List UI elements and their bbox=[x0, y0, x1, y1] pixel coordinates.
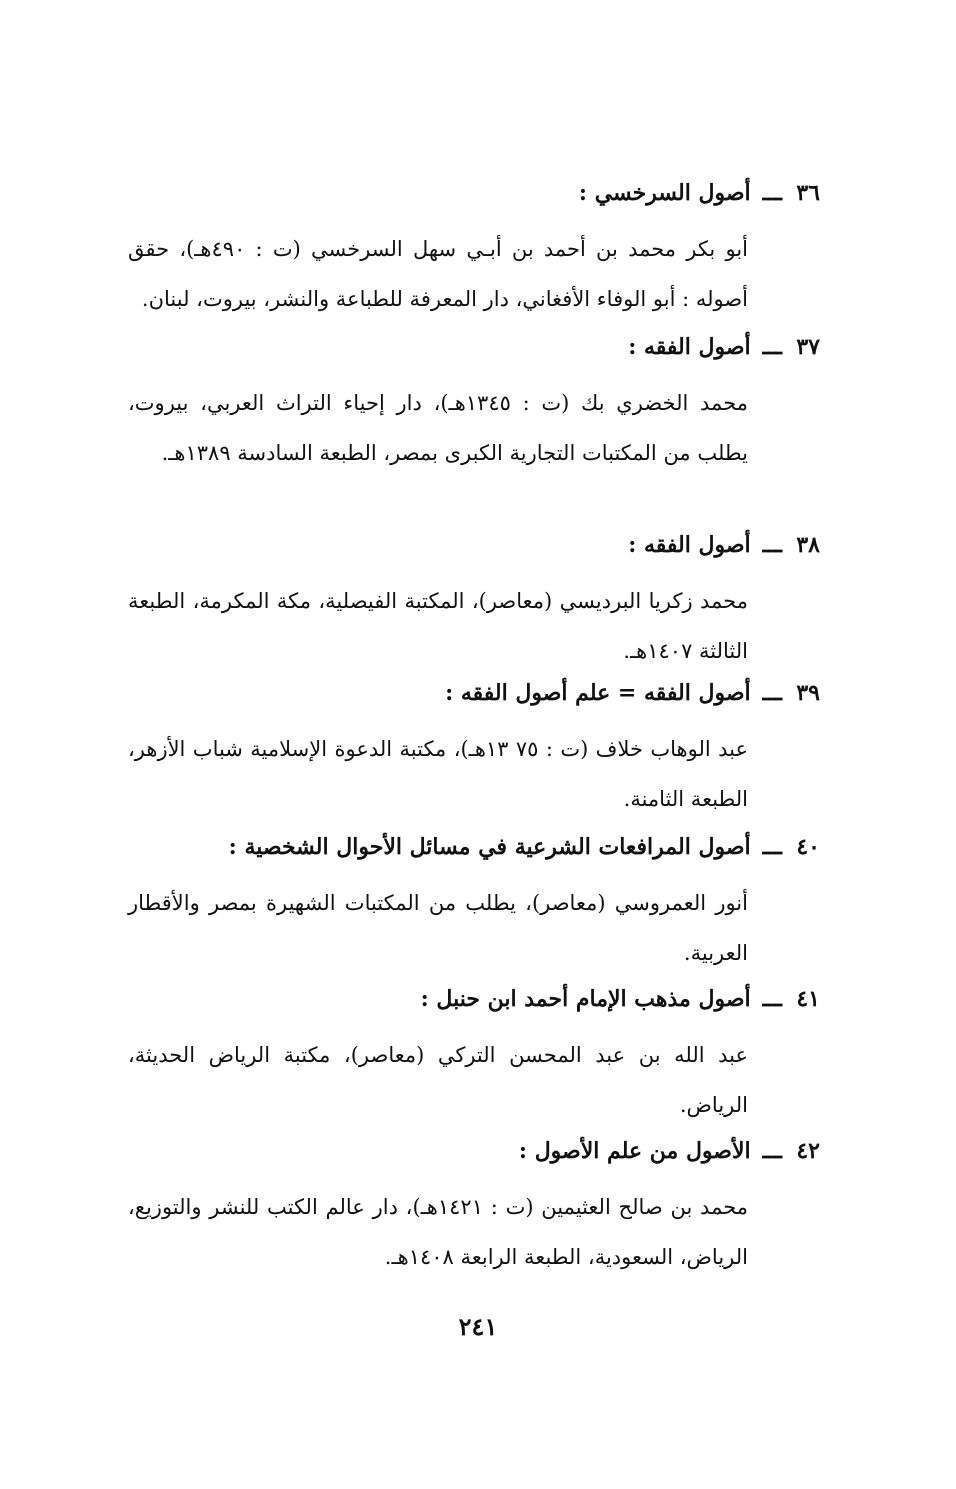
entry-text: محمد الخضري بك (ت : ١٣٤٥هـ)، دار إحياء التراث العربي، بيروت، يطلب من المكتبات التجارية الكبرى بمصر، الطبعة السادسة ١٣٨٩هـ. bbox=[128, 391, 749, 465]
entry-dash: ـــ bbox=[762, 834, 782, 860]
entry-text: أنور العمروسي (معاصر)، يطلب من المكتبات الشهيرة بمصر والأقطار العربية. bbox=[128, 891, 748, 965]
entry-number: ٣٦ bbox=[796, 180, 820, 206]
entry-title: أصول السرخسي : bbox=[578, 180, 751, 206]
bibliography-entry-42 bbox=[120, 1136, 820, 1282]
entry-text: أبو بكر محمد بن أحمد بن أبـي سهل السرخسي (ت : ٤٩٠هـ)، حقق أصوله : أبو الوفاء الأفغاني، دار المعرفة للطباعة والنشر، بيروت، لبنان. bbox=[128, 237, 748, 311]
entry-heading bbox=[120, 984, 820, 1014]
bibliography-entry-36 bbox=[120, 178, 820, 324]
bibliography-entry-41 bbox=[120, 984, 820, 1130]
entry-dash: ـــ bbox=[762, 532, 782, 558]
bibliography-entry-37 bbox=[120, 332, 820, 478]
entry-text: عبد الوهاب خلاف (ت : ٧٥ ١٣هـ)، مكتبة الدعوة الإسلامية شباب الأزهر، الطبعة الثامنة. bbox=[128, 737, 748, 811]
entry-heading bbox=[120, 678, 820, 708]
entry-heading bbox=[120, 832, 820, 862]
entry-title: الأصول من علم الأصول : bbox=[518, 1138, 751, 1164]
entry-heading bbox=[120, 1136, 820, 1166]
entry-heading bbox=[120, 178, 820, 208]
entry-number: ٤١ bbox=[796, 986, 820, 1012]
entry-title: أصول الفقه : bbox=[628, 532, 751, 558]
entry-number: ٣٨ bbox=[796, 532, 820, 558]
page-number: ٢٤١ bbox=[458, 1312, 498, 1341]
entry-text: محمد بن صالح العثيمين (ت : ١٤٢١هـ)، دار عالم الكتب للنشر والتوزيع، الرياض، السعودية، الطبعة الرابعة ١٤٠٨هـ. bbox=[128, 1195, 749, 1269]
entry-title: أصول الفقه : bbox=[628, 334, 751, 360]
entry-dash: ـــ bbox=[762, 1138, 782, 1164]
entry-title: أصول الفقه = علم أصول الفقه : bbox=[445, 680, 751, 706]
bibliography-entry-38 bbox=[120, 530, 820, 676]
entry-dash: ـــ bbox=[762, 680, 782, 706]
entry-number: ٣٧ bbox=[796, 334, 820, 360]
entry-title: أصول مذهب الإمام أحمد ابن حنبل : bbox=[420, 986, 751, 1012]
entry-text: عبد الله بن عبد المحسن التركي (معاصر)، مكتبة الرياض الحديثة، الرياض. bbox=[128, 1043, 748, 1117]
entry-dash: ـــ bbox=[762, 180, 782, 206]
entry-number: ٣٩ bbox=[796, 680, 820, 706]
entry-heading bbox=[120, 332, 820, 362]
bibliography-entry-39 bbox=[120, 678, 820, 824]
entry-number: ٤٠ bbox=[796, 834, 820, 860]
entry-dash: ـــ bbox=[762, 986, 782, 1012]
entry-text: محمد زكريا البرديسي (معاصر)، المكتبة الفيصلية، مكة المكرمة، الطبعة الثالثة ١٤٠٧هـ. bbox=[128, 589, 748, 663]
entry-number: ٤٢ bbox=[796, 1138, 820, 1164]
bibliography-entry-40 bbox=[120, 832, 820, 978]
entry-heading bbox=[120, 530, 820, 560]
entry-dash: ـــ bbox=[762, 334, 782, 360]
entry-title: أصول المرافعات الشرعية في مسائل الأحوال الشخصية : bbox=[228, 834, 751, 860]
